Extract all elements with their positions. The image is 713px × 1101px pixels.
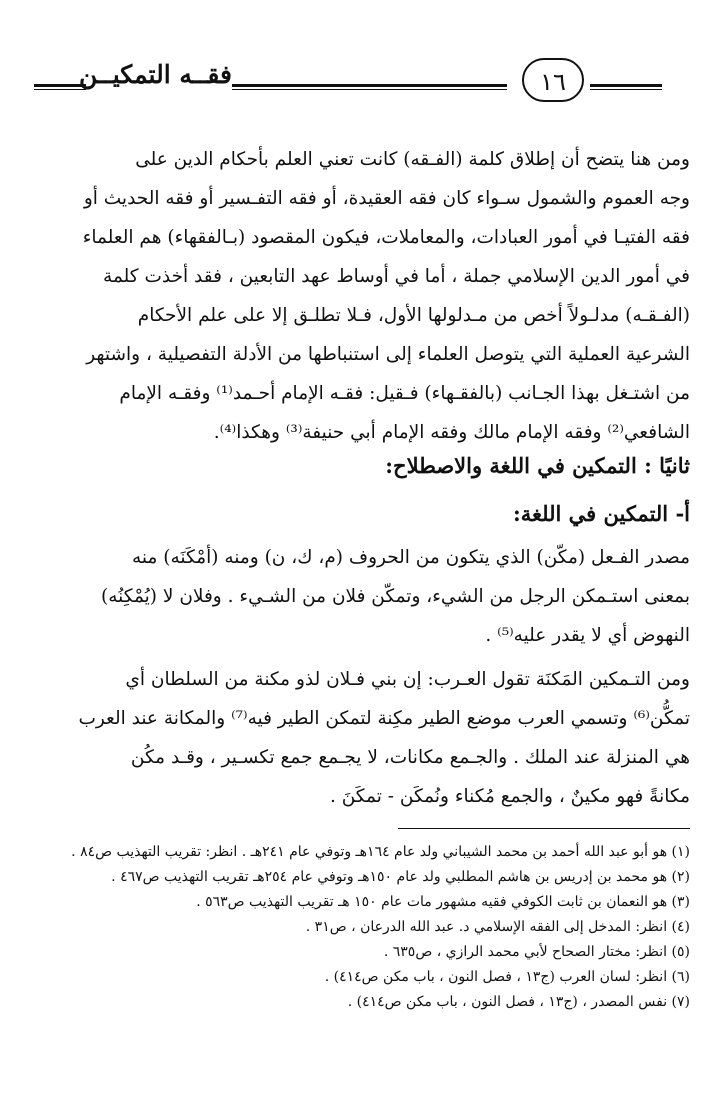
footnote: (٦) انظر: لسان العرب (ج١٣ ، فصل النون ، باب مكن ص٤١٤) . xyxy=(324,969,690,985)
text-line: الشرعية العملية التي يتوصل العلماء إلى استنباطها من الأدلة التفصيلية ، واشتهر xyxy=(86,344,690,365)
text-line: (الفـقـه) مدلـولاً أخص من مـدلولها الأول، فـلا تطلـق إلا على علم الأحكام xyxy=(137,305,690,326)
page-header xyxy=(0,54,713,114)
footnote: (٧) نفس المصدر ، (ج١٣ ، فصل النون ، باب مكن ص٤١٤) . xyxy=(347,994,690,1010)
header-rule-right xyxy=(590,84,662,90)
text-line: هي المنزلة عند الملك . والجـمع مكانات، لا يجـمع جمع تكسـير ، وقـد مكُن xyxy=(130,747,690,768)
text-line: ومن التـمكين المَكنَة تقول العـرب: إن بني فـلان لذو مكنة من السلطان أي xyxy=(125,669,690,690)
header-rule-middle xyxy=(232,84,507,90)
footnote: (٤) انظر: المدخل إلى الفقه الإسلامي د. عبد الله الدرعان ، ص٣١ . xyxy=(305,919,690,935)
footnote: (١) هو أبو عبد الله أحمد بن محمد الشيباني ولد عام ١٦٤هـ وتوفي عام ٢٤١هـ . انظر: تقريب التهذيب ص٨٤ . xyxy=(71,844,690,860)
text-line: الشافعي⁽²⁾ وفقه الإمام مالك وفقه الإمام أبي حنيفة⁽³⁾ وهكذا⁽⁴⁾. xyxy=(213,422,690,443)
text-line: مصدر الفـعل (مكّن) الذي يتكون من الحروف (م، ك، ن) ومنه (أمْكَنَه) منه xyxy=(131,547,690,568)
text-line: من اشتـغل بهذا الجـانب (بالفقـهاء) فـقيل: فقـه الإمام أحـمد⁽¹⁾ وفقـه الإمام xyxy=(119,383,690,404)
text-line: في أمور الدين الإسلامي جملة ، أما في أوساط عهد التابعين ، فقد أخذت كلمة xyxy=(103,266,690,287)
footnote: (٣) هو النعمان بن ثابت الكوفي فقيه مشهور مات عام ١٥٠ هـ تقريب التهذيب ص٥٦٣ . xyxy=(196,894,690,910)
footnote: (٢) هو محمد بن إدريس بن هاشم المطلبي ولد عام ١٥٠هـ وتوفي عام ٢٥٤هـ تقريب التهذيب ص٤٦٧ . xyxy=(111,869,690,885)
footnote-separator xyxy=(398,828,690,829)
text-line: ومن هنا يتضح أن إطلاق كلمة (الفـقه) كانت تعني العلم بأحكام الدين على xyxy=(135,149,690,170)
section-heading: ثانيًا : التمكين في اللغة والاصطلاح: xyxy=(385,453,690,478)
text-line: بمعنى استـمكن الرجل من الشيء، وتمكّن فلان من الشـيء . وفلان لا (يُمْكِنُه) xyxy=(101,586,690,607)
page-number: ١٦ xyxy=(522,58,584,102)
text-line: النهوض أي لا يقدر عليه⁽⁵⁾ . xyxy=(485,625,690,646)
paragraph-linguistic-definition xyxy=(26,538,690,655)
footnotes xyxy=(26,840,690,1015)
subsection-heading: أ- التمكين في اللغة: xyxy=(513,501,690,526)
text-line: وجه العموم والشمول سـواء كان فقه العقيدة، أو فقه التفـسير أو فقه الحديث أو xyxy=(83,188,690,209)
text-line: فقه الفتيـا في أمور العبادات، والمعاملات، فيكون المقصود (بـالفقهاء) هم العلماء xyxy=(82,227,690,248)
running-title: فقــه التمكيــن xyxy=(79,60,232,89)
footnote: (٥) انظر: مختار الصحاح لأبي محمد الرازي ، ص٦٣٥ . xyxy=(383,944,690,960)
paragraph-arab-usage xyxy=(26,660,690,816)
paragraph-fiqh-meaning xyxy=(26,140,690,452)
text-line: تمكُّن⁽⁶⁾ وتسمي العرب موضع الطير مكِنة لتمكن الطير فيه⁽⁷⁾ والمكانة عند العرب xyxy=(78,708,690,729)
text-line: مكانةً فهو مكينٌ ، والجمع مُكناء ونُمكَن - تمكَنَ . xyxy=(329,786,690,807)
